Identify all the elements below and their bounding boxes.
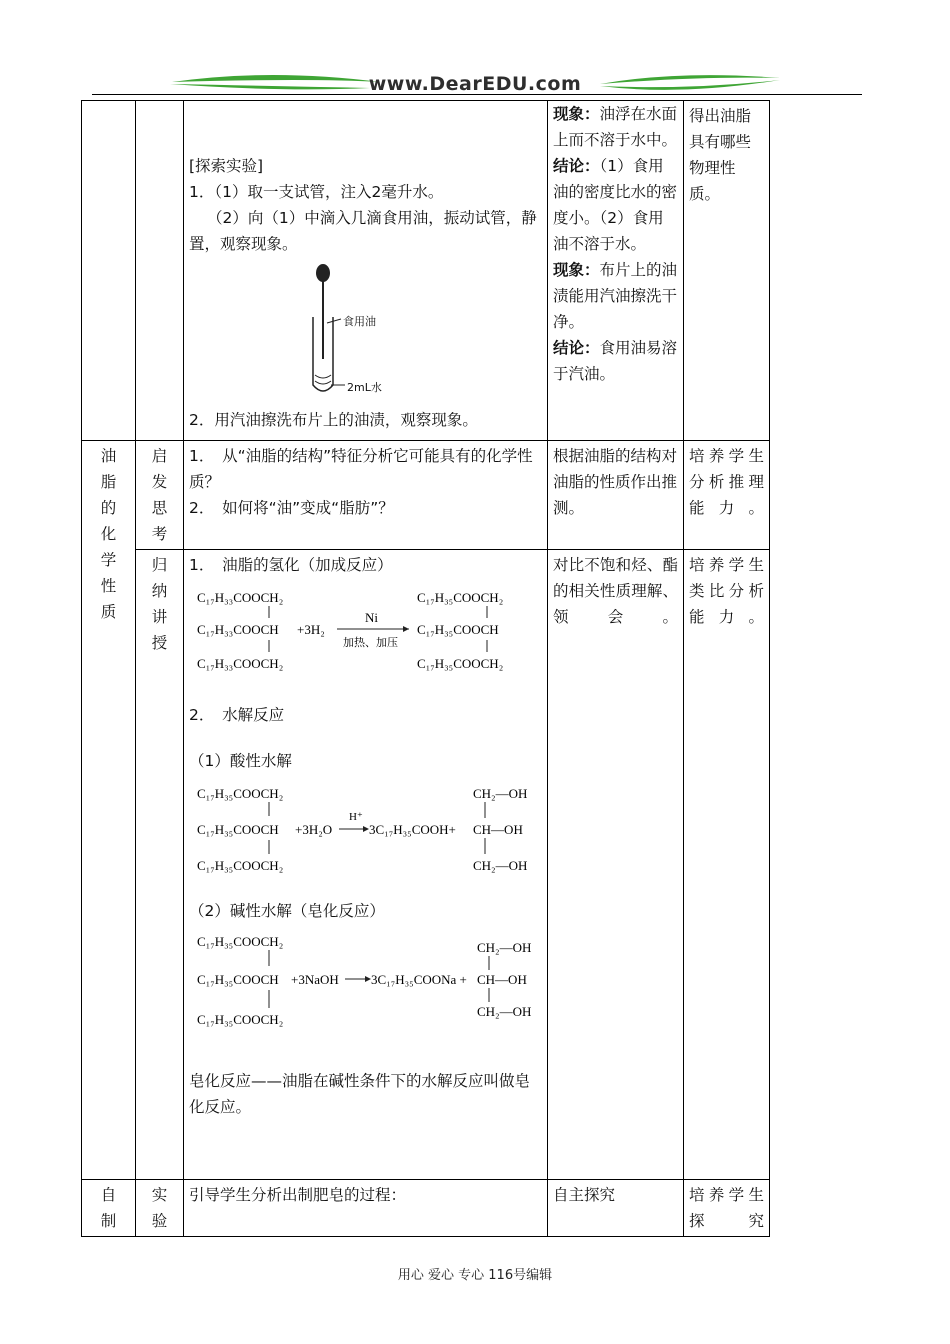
topic-char: 质 [100, 603, 117, 621]
purpose-text: 得出油脂具有哪些物理性质。 [689, 107, 752, 203]
step-char: 发 [151, 473, 168, 491]
purpose-cell [684, 550, 770, 1180]
topic-cell [82, 1180, 136, 1237]
purpose-cell [684, 101, 770, 441]
eq-term: C₁₇H₃₃COOCH₂ [197, 590, 284, 605]
conclusion-label: 结论： [553, 339, 600, 357]
student-activity-cell [548, 441, 684, 550]
step-char: 思 [151, 499, 168, 517]
hydrogenation-equation [197, 584, 542, 688]
eq-term: C₁₇H₃₅COOCH₂ [197, 934, 284, 949]
eq-term: C₁₇H₃₅COOCH [197, 822, 279, 837]
figure-label-water: 2mL水 [347, 381, 382, 394]
conclusion-label: 结论： [553, 157, 600, 175]
page-footer: 用心 爱心 专心 116号编辑 [397, 1268, 553, 1283]
equation-diagram [197, 930, 542, 1034]
eq-term: C₁₇H₃₃COOCH₂ [197, 656, 284, 671]
eq-term: C₁₇H₃₃COOCH [197, 622, 279, 637]
step-char: 实 [151, 1186, 168, 1204]
step-cell [136, 550, 184, 1180]
step-char: 纳 [151, 582, 168, 600]
step-char: 验 [151, 1212, 168, 1230]
eq-term: CH₂—OH [473, 786, 528, 801]
topic-char: 脂 [100, 473, 117, 491]
eq-term: 3C₁₇H₃₅COONa + [371, 972, 467, 987]
topic-char: 制 [100, 1212, 117, 1230]
purpose-cell [684, 441, 770, 550]
topic-char: 性 [100, 577, 117, 595]
purpose-text: 培养学生类比分析能力。 [689, 556, 764, 626]
eq-term: C₁₇H₃₅COOCH₂ [417, 590, 504, 605]
content-text: 引导学生分析出制肥皂的过程： [189, 1186, 407, 1204]
equation-diagram [197, 584, 537, 680]
section-hydrogenation: 1． 油脂的氢化（加成反应） [189, 556, 393, 574]
acid-hydrolysis-equation [197, 780, 542, 888]
eq-term: CH₂—OH [477, 1004, 532, 1019]
student-activity-text: 对比不饱和烃、酯的相关性质理解、领会。 [553, 556, 678, 626]
eq-term: C₁₇H₃₅COOCH₂ [197, 1012, 284, 1027]
eq-term: C₁₇H₃₅COOCH₂ [197, 786, 284, 801]
conclusion-text: （1）食用油的密度比水的密度小。（2）食用油不溶于水。 [553, 157, 678, 253]
eq-term: CH—OH [477, 972, 527, 987]
eq-condition: H⁺ [349, 811, 363, 823]
content-cell [184, 441, 548, 550]
experiment-title: [探索实验] [189, 157, 264, 175]
observation-text: 油浮在水面上而不溶于水中。 [553, 105, 678, 149]
lesson-table [81, 100, 770, 1237]
section-hydrolysis: 2． 水解反应 [189, 706, 285, 724]
experiment-step-2: 2．用汽油擦洗布片上的油渍，观察现象。 [189, 411, 478, 429]
table-row [82, 1180, 770, 1237]
eq-term: +3H₂O [295, 822, 333, 837]
eq-condition: Ni [365, 610, 378, 625]
step-char: 讲 [151, 608, 168, 626]
step-char: 启 [151, 447, 168, 465]
step-cell [136, 1180, 184, 1237]
test-tube-figure [289, 257, 542, 407]
purpose-text: 培养学生探究 [689, 1186, 764, 1230]
topic-char: 的 [100, 499, 117, 517]
topic-cell [82, 441, 136, 1180]
topic-char: 化 [100, 525, 117, 543]
figure-label-oil: 食用油 [343, 315, 376, 328]
student-activity-text: 根据油脂的结构对油脂的性质作出推测。 [553, 447, 678, 517]
experiment-step-1-2: （2）向（1）中滴入几滴食用油，振动试管，静置，观察现象。 [189, 209, 537, 253]
purpose-text: 培养学生分析推理能力。 [689, 447, 764, 517]
topic-char: 学 [100, 551, 117, 569]
eq-term: C₁₇H₃₅COOCH₂ [417, 656, 504, 671]
student-activity-cell [548, 101, 684, 441]
header-divider [92, 94, 862, 95]
step-char: 考 [151, 525, 168, 543]
eq-term: 3C₁₇H₃₅COOH+ [369, 822, 456, 837]
eq-term: CH₂—OH [477, 940, 532, 955]
topic-cell-empty [82, 101, 136, 441]
eq-term: +3NaOH [291, 972, 339, 987]
step-char: 归 [151, 556, 168, 574]
eq-term: C₁₇H₃₅COOCH [417, 622, 499, 637]
base-hydrolysis-equation [197, 930, 542, 1042]
student-activity-cell [548, 1180, 684, 1237]
step-cell [136, 441, 184, 550]
eq-condition: 加热、加压 [343, 637, 398, 649]
table-row [82, 101, 770, 441]
table-row [82, 441, 770, 550]
experiment-step-1: 1．（1）取一支试管，注入2毫升水。 [189, 183, 444, 201]
section-acid-hydrolysis: （1）酸性水解 [189, 752, 292, 770]
eq-term: C₁₇H₃₅COOCH [197, 972, 279, 987]
section-base-hydrolysis: （2）碱性水解（皂化反应） [189, 902, 385, 920]
eq-term: CH—OH [473, 822, 523, 837]
step-cell-empty [136, 101, 184, 441]
conclusion-text: 食用油易溶于汽油。 [553, 339, 678, 383]
content-cell [184, 101, 548, 441]
table-row [82, 550, 770, 1180]
question-1: 1． 从“油脂的结构”特征分析它可能具有的化学性质？ [189, 447, 533, 491]
topic-char: 自 [100, 1186, 117, 1204]
content-cell [184, 550, 548, 1180]
purpose-cell [684, 1180, 770, 1237]
content-cell [184, 1180, 548, 1237]
student-activity-cell [548, 550, 684, 1180]
step-char: 授 [151, 634, 168, 652]
site-logo-text: www.DearEDU.com [368, 73, 582, 95]
student-activity-text: 自主探究 [553, 1186, 616, 1204]
observation-label: 现象： [553, 105, 600, 123]
site-header [80, 70, 870, 102]
question-2: 2． 如何将“油”变成“脂肪”？ [189, 499, 394, 517]
topic-char: 油 [100, 447, 117, 465]
eq-term: C₁₇H₃₅COOCH₂ [197, 858, 284, 873]
eq-term: +3H₂ [297, 622, 325, 637]
saponification-definition: 皂化反应——油脂在碱性条件下的水解反应叫做皂化反应。 [189, 1072, 531, 1116]
observation-text: 布片上的油渍能用汽油擦洗干净。 [553, 261, 678, 331]
equation-diagram [197, 780, 542, 880]
eq-term: CH₂—OH [473, 858, 528, 873]
observation-label: 现象： [553, 261, 600, 279]
